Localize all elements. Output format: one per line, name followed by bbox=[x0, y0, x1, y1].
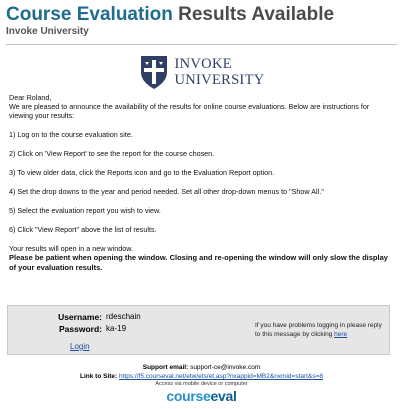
support-email[interactable]: support-ce@invoke.com bbox=[190, 364, 261, 371]
step-3: 3) To view older data, click the Reports icon and go to the Evaluation Report option. bbox=[9, 168, 275, 177]
step-1: 1) Log on to the course evaluation site. bbox=[9, 130, 133, 139]
page-subtitle: Invoke University bbox=[6, 26, 89, 37]
support-line bbox=[0, 363, 403, 372]
greeting: Dear Roland, bbox=[9, 93, 52, 102]
site-link[interactable]: https://f5.courseval.net/etw/ets/et.asp?nxappid=MB2&nxmid=start&s=8 bbox=[119, 373, 323, 380]
help-here-link[interactable]: here bbox=[334, 330, 348, 338]
page-title bbox=[6, 4, 397, 25]
password-row bbox=[8, 323, 188, 335]
step-2: 2) Click on 'View Report' to see the report for the course chosen. bbox=[9, 149, 215, 158]
brand-part-1: course bbox=[166, 388, 211, 404]
intro-text: We are pleased to announce the availability of the results for online course evaluations. Below are instructions for viewing your results: bbox=[9, 102, 370, 120]
header-divider bbox=[6, 44, 397, 45]
login-help bbox=[255, 322, 385, 339]
username-value: rdeschain bbox=[106, 312, 141, 321]
username-label: Username: bbox=[58, 312, 102, 322]
new-window-note: Your results will open in a new window. bbox=[9, 244, 133, 253]
password-value: ka-19 bbox=[106, 324, 127, 333]
instruction-steps bbox=[9, 130, 394, 253]
step-5: 5) Select the evaluation report you wish to view. bbox=[9, 206, 161, 215]
login-link[interactable]: Login bbox=[70, 342, 90, 351]
shield-icon bbox=[139, 54, 169, 90]
footer bbox=[0, 363, 403, 403]
header bbox=[0, 0, 403, 38]
message-body bbox=[0, 93, 403, 273]
mobile-note: Access via mobile device or computer bbox=[155, 381, 248, 387]
help-text: If you have problems logging in please reply to this message by clicking bbox=[255, 322, 382, 338]
step-4: 4) Set the drop downs to the year and period needed. Set all other drop-down menus to "Show All." bbox=[9, 187, 324, 196]
logo-wordmark bbox=[175, 56, 265, 88]
title-part-2: Results Available bbox=[178, 4, 335, 25]
logo-line-1: INVOKE bbox=[174, 56, 232, 72]
university-logo bbox=[0, 51, 403, 93]
courseval-logo bbox=[0, 389, 403, 403]
site-link-line bbox=[0, 372, 403, 381]
logo-line-2: UNIVERSITY bbox=[174, 72, 265, 88]
username-row bbox=[8, 311, 188, 323]
brand-part-2: eval bbox=[210, 388, 237, 404]
title-part-1: Course Evaluation bbox=[6, 4, 173, 25]
login-box bbox=[7, 305, 390, 355]
support-label: Support email: bbox=[142, 364, 189, 371]
site-link-label: Link to Site: bbox=[80, 373, 118, 380]
password-label: Password: bbox=[59, 324, 102, 334]
patience-warning: Please be patient when opening the window. Closing and re-opening the window will only slow the display of your evaluation results. bbox=[9, 253, 388, 272]
credentials bbox=[8, 311, 188, 335]
step-6: 6) Click "View Report" above the list of results. bbox=[9, 225, 157, 234]
